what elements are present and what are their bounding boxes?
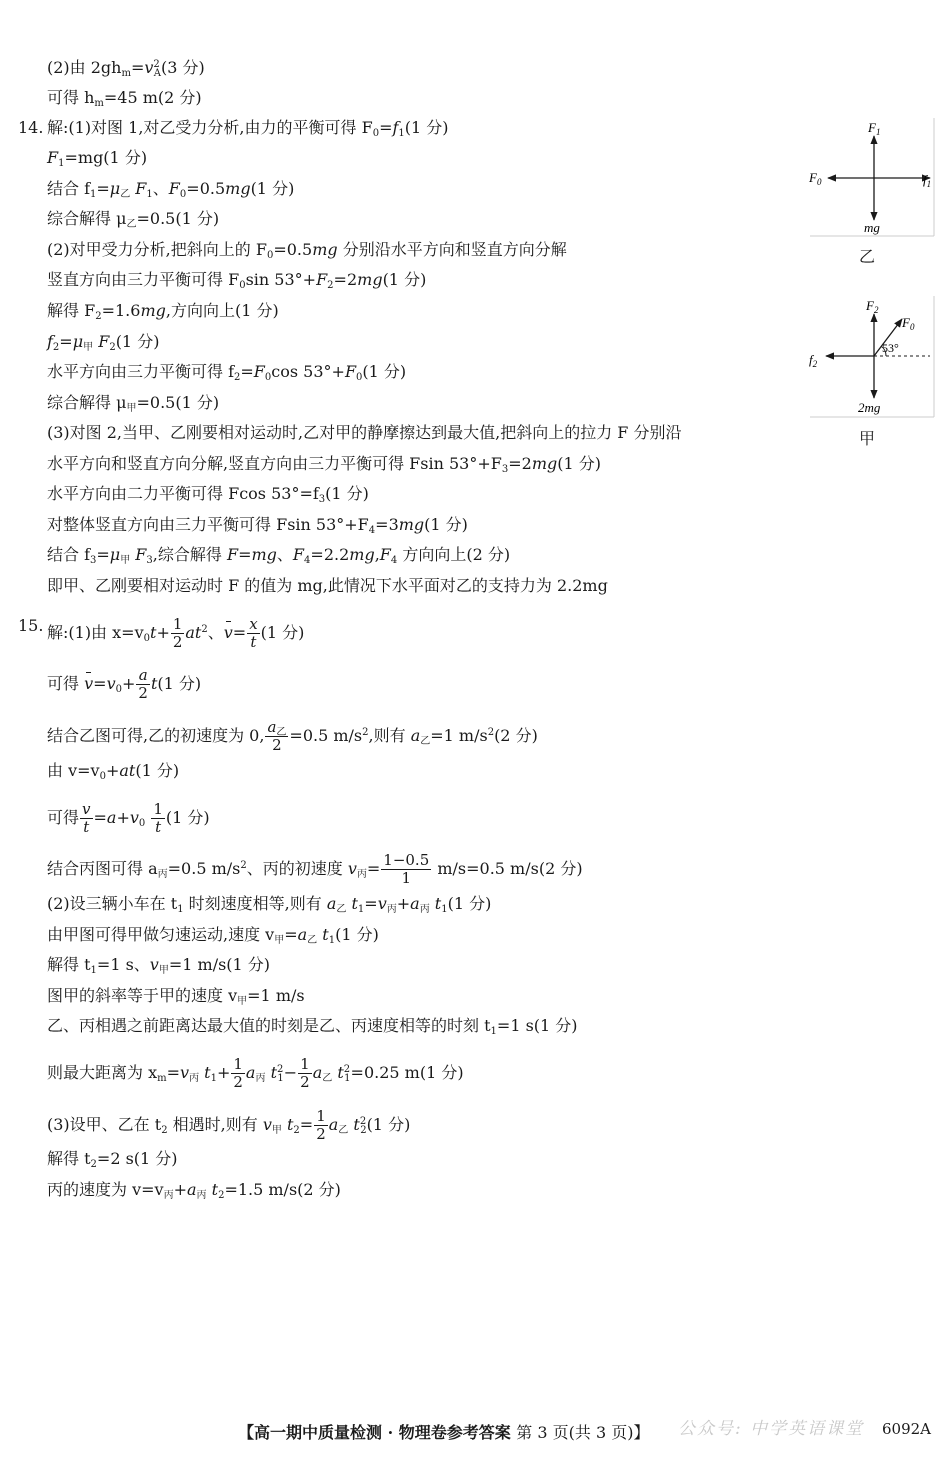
question-15-number: 15. — [18, 616, 44, 635]
line-25: (2)设三辆小车在 $t_1$ 时刻速度相等,则有 $a_乙$ $t_1=v_丙+a_丙$ $t_1(1$ 分) — [47, 894, 492, 915]
page-number: 第 3 页(共 3 页)】 — [516, 1423, 650, 1442]
line-22: 由 $v=v_0+at(1$ 分) — [47, 761, 180, 782]
svg-text:F0: $F_0$ — [902, 315, 915, 332]
svg-text:f1: $f_1$ — [923, 172, 932, 189]
svg-text:F1: $F_1$ — [868, 120, 881, 137]
line-16: 对整体竖直方向由三力平衡可得 Fsin $53^\circ+F_4=3mg(1$ 分) — [47, 515, 468, 536]
caption-yi: 乙 — [859, 247, 876, 266]
line-31: (3)设甲、乙在 $t_2$ 相遇时,则有 $v_甲$ $t_2=$ $\frac{1}{2}$ $a_乙$ $t^2_2(1$ 分) — [47, 1107, 411, 1143]
label-F1: F — [868, 120, 876, 135]
label-F2: F — [866, 298, 874, 313]
line-18: 即甲、乙刚要相对运动时 F 的值为 mg,此情况下水平面对乙的支持力为 2.2mg — [47, 576, 608, 595]
paper-code: 6092A — [882, 1420, 932, 1438]
svg-text:F2: $F_2$ — [866, 298, 879, 315]
caption-jia: 甲 — [859, 429, 876, 448]
question-14-number: 14. — [18, 118, 44, 137]
line-15: 水平方向由二力平衡可得 Fcos $53^\circ=f_3(1$ 分) — [47, 484, 369, 505]
line-23: 可得 $\frac{v}{t}$ $=a+v_0$ $\frac{1}{t}$ (1 分) — [47, 800, 210, 836]
line-14: 水平方向和竖直方向分解,竖直方向由三力平衡可得 Fsin $53^\circ+F_3=2mg(1$ 分) — [47, 454, 602, 475]
label-F0: F — [809, 170, 817, 185]
line-03: 解:(1)对图 1,对乙受力分析,由力的平衡可得 $F_0=f_1(1$ 分) — [47, 118, 449, 139]
label-2mg: 2mg — [858, 400, 881, 415]
line-19: 解:(1)由 $x=v_0t+$ $\frac{1}{2}$ $at^2$、v= $\frac{x}{t}$ (1 分) — [47, 615, 305, 651]
line-27: 解得 $t_1=1$ s、$v_甲=1$ m/s(1 分) — [47, 955, 271, 976]
line-21: 结合乙图可得,乙的初速度为 0, $\frac{a_乙}{2}$ =0.5 $m/s^2$,则有 $a_乙=1$ $m/s^2(2$ 分) — [47, 718, 538, 754]
label-f2: f — [809, 352, 813, 367]
line-09: 解得 $F_2=1.6mg$,方向向上(1 分) — [47, 301, 279, 322]
label-F0-jia: F — [902, 315, 910, 330]
line-12: 综合解得 $\mu_甲=0.5(1$ 分) — [47, 393, 220, 414]
line-13: (3)对图 2,当甲、乙刚要相对运动时,乙对甲的静摩擦达到最大值,把斜向上的拉力 F 分别沿 — [47, 423, 682, 442]
label-f1: f — [923, 172, 927, 187]
line-06: 综合解得 $\mu_乙=0.5(1$ 分) — [47, 209, 220, 230]
line-08: 竖直方向由三力平衡可得 $F_0\sin$ $53^\circ+F_2=2mg(1$ 分) — [47, 270, 427, 291]
force-diagram-jia — [806, 294, 936, 419]
line-17: 结合 $f_3=\mu_甲$ $F_3$,综合解得 F=mg、$F_4=2.2mg,F_4$ 方向向上(2 分) — [47, 545, 511, 566]
force-diagram-yi — [806, 116, 936, 241]
line-01: (2)由 $2gh_m=v^2_A(3$ 分) — [47, 58, 205, 79]
line-05: 结合 $f_1=\mu_乙$ $F_1$、$F_0=0.5mg(1$ 分) — [47, 179, 295, 200]
label-mg: mg — [864, 220, 880, 235]
line-11: 水平方向由三力平衡可得 $f_2=F_0\cos$ $53^\circ+F_0(1$ 分) — [47, 362, 407, 383]
line-04: $F_1=mg(1$ 分) — [47, 148, 148, 169]
svg-text:F0: $F_0$ — [809, 170, 822, 187]
line-24: 结合丙图可得 $a_丙=0.5$ $m/s^2$、丙的初速度 $v_丙=$ $\frac{1-0.5}{1}$ m/s=0.5 m/s(2 分) — [47, 851, 583, 887]
watermark: 公众号: 中学英语课堂 — [678, 1419, 865, 1439]
line-28: 图甲的斜率等于甲的速度 $v_甲=1$ m/s — [47, 986, 305, 1007]
line-20: 可得 $v=v_0+$ $\frac{a}{2}$ t(1 分) — [47, 666, 202, 702]
line-33: 丙的速度为 $v=v_丙+a_丙$ $t_2=1.5$ m/s(2 分) — [47, 1180, 341, 1201]
label-angle: 53° — [882, 341, 899, 355]
svg-text:f2: $f_2$ — [809, 352, 818, 369]
line-32: 解得 $t_2=2$ s(1 分) — [47, 1149, 178, 1170]
line-10: $f_2=\mu_甲$ $F_2(1$ 分) — [47, 332, 160, 353]
footer-title: 【高一期中质量检测 · 物理卷参考答案 第 3 页(共 3 页)】 — [238, 1423, 650, 1442]
line-29: 乙、丙相遇之前距离达最大值的时刻是乙、丙速度相等的时刻 $t_1=1$ s(1 分) — [47, 1016, 578, 1037]
line-07: (2)对甲受力分析,把斜向上的 $F_0=0.5mg$ 分别沿水平方向和竖直方向分解 — [47, 240, 567, 261]
line-26: 由甲图可得甲做匀速运动,速度 $v_甲=a_乙$ $t_1(1$ 分) — [47, 925, 379, 946]
line-02: 可得 $h_m=45$ m(2 分) — [47, 88, 202, 109]
line-30: 则最大距离为 $x_m=v_丙$ $t_1+$ $\frac{1}{2}$ $a_丙$ $t^2_1-$ $\frac{1}{2}$ $a_乙$ $t^2_1=0.25$ m(1 分) — [47, 1055, 464, 1091]
